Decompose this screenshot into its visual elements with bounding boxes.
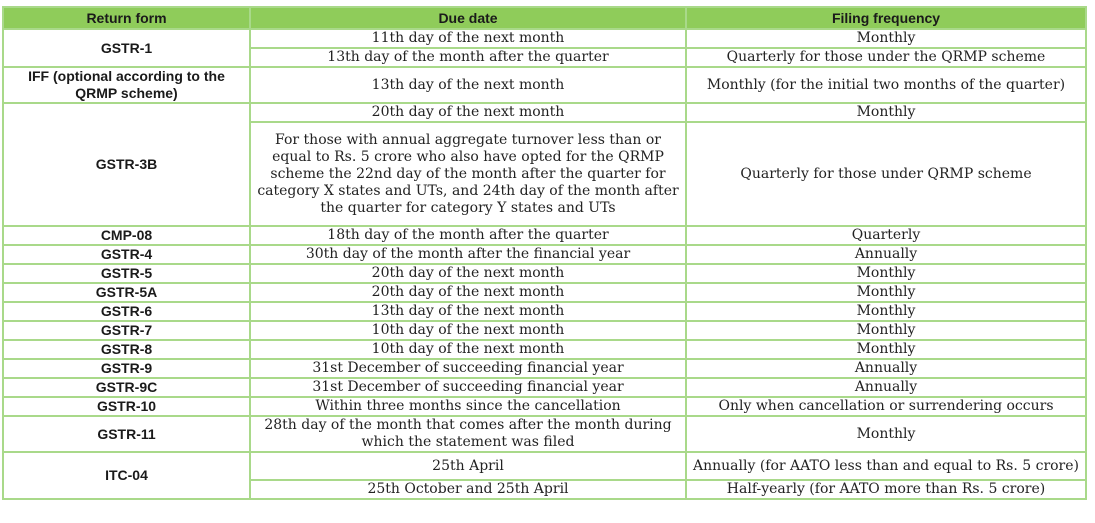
filing-frequency-cell: Monthly [686,302,1086,321]
filing-frequency-cell: Quarterly for those under the QRMP scheme [686,48,1086,67]
due-date-cell: 20th day of the next month [250,103,686,122]
due-date-cell: 25th April [250,452,686,480]
header-filing-frequency: Filing frequency [686,7,1086,29]
due-date-cell: 11th day of the next month [250,29,686,48]
return-form-cell: GSTR-3B [3,103,250,226]
filing-frequency-cell: Annually (for AATO less than and equal to Rs. 5 crore) [686,452,1086,480]
due-date-cell: Within three months since the cancellation [250,397,686,416]
due-date-cell: 31st December of succeeding financial year [250,359,686,378]
return-form-cell: GSTR-11 [3,416,250,452]
table-row [3,416,1086,452]
filing-frequency-cell: Monthly [686,103,1086,122]
return-form-cell: GSTR-5 [3,264,250,283]
table-row [3,359,1086,378]
return-form-cell: GSTR-9C [3,378,250,397]
gst-due-dates-table [2,6,1087,500]
filing-frequency-cell: Monthly [686,29,1086,48]
table-row [3,283,1086,302]
due-date-cell: 28th day of the month that comes after the month during which the statement was filed [250,416,686,452]
filing-frequency-cell: Monthly [686,264,1086,283]
header-return-form: Return form [3,7,250,29]
table-row [3,245,1086,264]
filing-frequency-cell: Quarterly for those under QRMP scheme [686,122,1086,226]
return-form-cell: CMP-08 [3,226,250,245]
table-row [3,378,1086,397]
return-form-cell: GSTR-10 [3,397,250,416]
filing-frequency-cell: Annually [686,378,1086,397]
filing-frequency-cell: Half-yearly (for AATO more than Rs. 5 crore) [686,480,1086,499]
table-row [3,397,1086,416]
due-date-cell: 10th day of the next month [250,340,686,359]
due-date-cell: 13th day of the next month [250,302,686,321]
table-row [3,321,1086,340]
return-form-cell: GSTR-4 [3,245,250,264]
due-date-cell: 13th day of the next month [250,67,686,103]
filing-frequency-cell: Annually [686,245,1086,264]
table-row [3,340,1086,359]
due-date-cell: 18th day of the month after the quarter [250,226,686,245]
due-date-cell: 25th October and 25th April [250,480,686,499]
table-row [3,452,1086,480]
table-row [3,302,1086,321]
table-row [3,29,1086,48]
return-form-cell: IFF (optional according to the QRMP scheme) [3,67,250,103]
due-date-cell: 30th day of the month after the financial year [250,245,686,264]
table-row [3,226,1086,245]
header-due-date: Due date [250,7,686,29]
due-date-cell: 10th day of the next month [250,321,686,340]
filing-frequency-cell: Quarterly [686,226,1086,245]
due-date-cell: 13th day of the month after the quarter [250,48,686,67]
due-date-cell: 20th day of the next month [250,283,686,302]
return-form-cell: GSTR-1 [3,29,250,67]
filing-frequency-cell: Monthly (for the initial two months of the quarter) [686,67,1086,103]
filing-frequency-cell: Monthly [686,416,1086,452]
return-form-cell: ITC-04 [3,452,250,499]
due-date-cell: For those with annual aggregate turnover less than or equal to Rs. 5 crore who also have opted for the QRMP scheme the 22nd day of the month after the quarter for category X states and UTs, and 24th day of the month after the quarter for category Y states and UTs [250,122,686,226]
due-date-cell: 20th day of the next month [250,264,686,283]
table-row [3,264,1086,283]
due-date-cell: 31st December of succeeding financial year [250,378,686,397]
filing-frequency-cell: Monthly [686,340,1086,359]
filing-frequency-cell: Monthly [686,283,1086,302]
return-form-cell: GSTR-5A [3,283,250,302]
filing-frequency-cell: Only when cancellation or surrendering occurs [686,397,1086,416]
filing-frequency-cell: Annually [686,359,1086,378]
filing-frequency-cell: Monthly [686,321,1086,340]
return-form-cell: GSTR-6 [3,302,250,321]
table-row [3,67,1086,103]
table-row [3,103,1086,122]
return-form-cell: GSTR-7 [3,321,250,340]
return-form-cell: GSTR-8 [3,340,250,359]
header-row [3,7,1086,29]
return-form-cell: GSTR-9 [3,359,250,378]
